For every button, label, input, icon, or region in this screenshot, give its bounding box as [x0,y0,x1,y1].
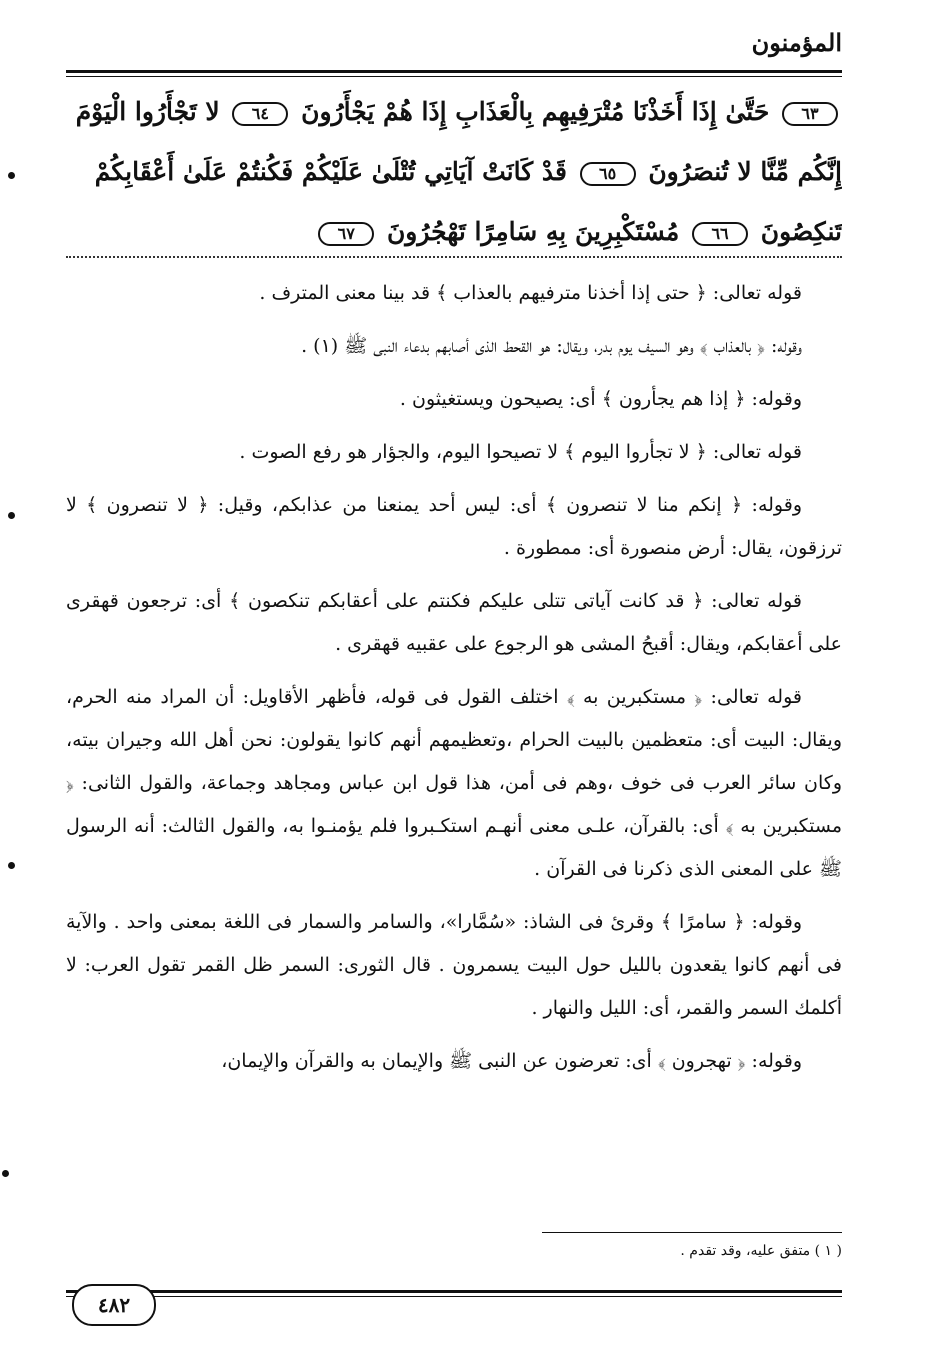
commentary-paragraph: وقوله: ﴿ سامرًا ﴾ وقرئ فى الشاذ: «سُمَّارا»، والسامر والسمار فى اللغة بمعنى واحد . والآية فى أنهم كانوا يقعدون بالليل حول البيت يسمرون . قال الثورى: السمر ظل القمر تقول العرب: لا أكلمك السمر والقمر، أى: الليل والنهار . [66,911,842,1019]
commentary-paragraph: قوله تعالى: ﴿ قد كانت آياتى تتلى عليكم فكنتم على أعقابكم تنكصون ﴾ أى: ترجعون قهقرى على أعقابكم، ويقال: أقبحُ المشى هو الرجوع على عقبيه قهقرى . [66,590,842,655]
quran-verses [66,82,842,262]
verse-text: مُسْتَكْبِرِينَ بِهِ سَامِرًا تَهْجُرُونَ [378,217,689,246]
verse-line [66,82,842,142]
commentary-paragraph: وقوله: ﴿ بالعذاب ﴾ وهو السيف يوم بدر، ويقال: هو القحط الذى أصابهم بدعاء النبى ﷺ (١) . [301,335,802,357]
page-number: ٤٨٢ [72,1284,156,1326]
footer-rule [66,1290,842,1297]
header-rule [66,70,842,77]
ayah-number-marker: ٦٤ [232,102,288,126]
verse-text: لا تَجْأَرُوا الْيَوْمَ [75,97,229,126]
verse-line [66,142,842,202]
margin-dot [8,512,15,519]
running-title: المؤمنون [751,28,842,57]
margin-dot [8,862,15,869]
footnote-rule [542,1232,842,1233]
commentary-body [66,272,842,1093]
commentary-paragraph: وقوله: ﴿ إذا هم يجأرون ﴾ أى: يصيحون ويستغيثون . [399,388,802,410]
commentary-paragraph: وقوله: ﴿ إنكم منا لا تنصرون ﴾ أى: ليس أحد يمنعنا من عذابكم، وقيل: ﴿ لا تنصرون ﴾ لا ترزقون، يقال: أرض منصورة أى: ممطورة . [66,494,842,559]
ayah-number-marker: ٦٧ [318,222,374,246]
commentary-paragraph: وقوله: ﴿ تهجرون ﴾ أى: تعرضون عن النبى ﷺ والإيمان به والقرآن والإيمان، [221,1050,802,1072]
verse-text: إِنَّكُم مِّنَّا لا تُنصَرُونَ [639,157,842,186]
margin-dot [2,1170,9,1177]
ayah-number-marker: ٦٦ [692,222,748,246]
margin-dot [8,172,15,179]
commentary-paragraph: قوله تعالى: ﴿ حتى إذا أخذنا مترفيهم بالعذاب ﴾ قد بينا معنى المترف . [259,282,802,304]
commentary-paragraph: قوله تعالى: ﴿ مستكبرين به ﴾ اختلف القول فى قوله، فأظهر الأقاويل: أن المراد منه الحرم، ويقال: البيت أى: متعظمين بالبيت الحرام ،وتعظيمهم أنهم كانوا يقولون: نحن أهل الله وجيران بيته، وكان سائر العرب فى خوف ،وهم فى أمن، هذا قول ابن عباس ومجاهد وجماعة، والقول الثانى: ﴿ مستكبرين به ﴾ أى: بالقرآن، علـى معنى أنهـم استكـبروا فلم يؤمنـوا به، والقول الثالث: أنه الرسول ﷺ على المعنى الذى ذكرنا فى القرآن . [66,686,842,880]
verse-line [66,202,842,262]
ayah-number-marker: ٦٥ [580,162,636,186]
footnote: ( ١ ) متفق عليه، وقد تقدم . [680,1243,842,1259]
book-page [66,0,842,1358]
verse-text: حَتَّىٰ إِذَا أَخَذْنَا مُتْرَفِيهِم بِالْعَذَابِ إِذَا هُمْ يَجْأَرُونَ [292,97,778,126]
verse-text: تَنكِصُونَ [752,217,842,246]
verses-divider [66,256,842,258]
verse-text: قَدْ كَانَتْ آيَاتِي تُتْلَىٰ عَلَيْكُمْ فَكُنتُمْ عَلَىٰ أَعْقَابِكُمْ [94,157,576,186]
ayah-number-marker: ٦٣ [782,102,838,126]
commentary-paragraph: قوله تعالى: ﴿ لا تجأروا اليوم ﴾ لا تصيحوا اليوم، والجؤار هو رفع الصوت . [239,441,802,463]
